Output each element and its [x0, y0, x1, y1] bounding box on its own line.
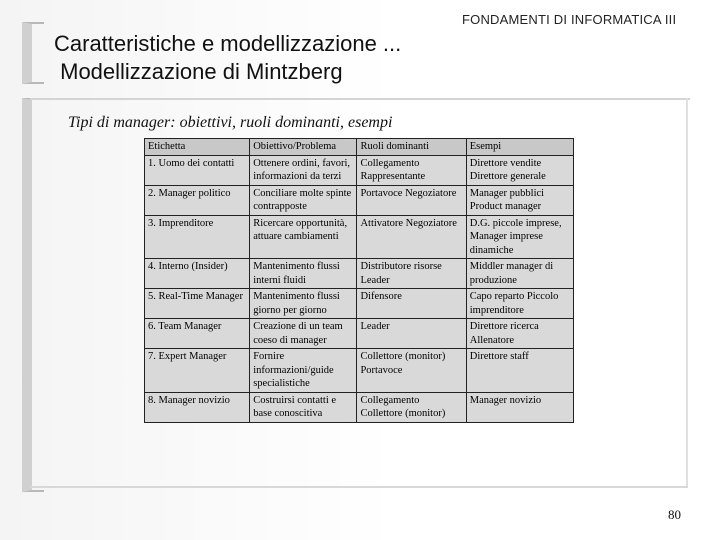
table-cell: 1. Uomo dei contatti	[145, 155, 250, 185]
table-cell: 7. Expert Manager	[145, 349, 250, 393]
table-cell: Costruirsi contatti e base conoscitiva	[250, 392, 357, 422]
divider-top	[30, 98, 690, 100]
table-cell: 6. Team Manager	[145, 319, 250, 349]
table-row	[145, 155, 574, 185]
column-header: Ruoli dominanti	[357, 139, 466, 156]
table-cell: Ottenere ordini, favori, informazioni da terzi	[250, 155, 357, 185]
slide-subtitle: Tipi di manager: obiettivi, ruoli dominanti, esempi	[68, 114, 393, 131]
table-cell: Conciliare molte spinte contrapposte	[250, 185, 357, 215]
column-header: Obiettivo/Problema	[250, 139, 357, 156]
divider-right	[686, 98, 688, 488]
table-cell: 2. Manager politico	[145, 185, 250, 215]
table-cell: D.G. piccole imprese, Manager imprese dinamiche	[466, 215, 573, 259]
table-cell: Direttore staff	[466, 349, 573, 393]
table-cell: Attivatore Negoziatore	[357, 215, 466, 259]
table-cell: Ricercare opportunità, attuare cambiamenti	[250, 215, 357, 259]
table-row	[145, 319, 574, 349]
column-header: Esempi	[466, 139, 573, 156]
table-cell: Fornire informazioni/guide specialistiche	[250, 349, 357, 393]
column-header: Etichetta	[145, 139, 250, 156]
slide-title: Caratteristiche e modellizzazione ... Modellizzazione di Mintzberg	[54, 31, 402, 84]
table-cell: Mantenimento flussi interni fluidi	[250, 259, 357, 289]
table-row	[145, 259, 574, 289]
table-row	[145, 185, 574, 215]
table-cell: Middler manager di produzione	[466, 259, 573, 289]
table-row	[145, 289, 574, 319]
decorative-bracket-top	[22, 22, 44, 84]
table-row	[145, 215, 574, 259]
table-cell: Collegamento Rappresentante	[357, 155, 466, 185]
table-cell: 5. Real-Time Manager	[145, 289, 250, 319]
table-row	[145, 349, 574, 393]
divider-bottom	[30, 486, 688, 488]
table-cell: Creazione di un team coeso di manager	[250, 319, 357, 349]
table-cell: Mantenimento flussi giorno per giorno	[250, 289, 357, 319]
table-cell: Distributore risorse Leader	[357, 259, 466, 289]
table-row	[145, 392, 574, 422]
decorative-bracket-left	[22, 98, 44, 492]
table-cell: 4. Interno (Insider)	[145, 259, 250, 289]
table-header-row	[145, 139, 574, 156]
manager-types-table	[144, 138, 574, 423]
table-cell: Difensore	[357, 289, 466, 319]
course-name: FONDAMENTI DI INFORMATICA III	[462, 12, 677, 27]
table-cell: Capo reparto Piccolo imprenditore	[466, 289, 573, 319]
table-cell: 8. Manager novizio	[145, 392, 250, 422]
table-cell: 3. Imprenditore	[145, 215, 250, 259]
table-cell: Collettore (monitor) Portavoce	[357, 349, 466, 393]
page-number: 80	[668, 507, 681, 522]
table-cell: Manager pubblici Product manager	[466, 185, 573, 215]
table-cell: Portavoce Negoziatore	[357, 185, 466, 215]
table-cell: Leader	[357, 319, 466, 349]
table-cell: Direttore vendite Direttore generale	[466, 155, 573, 185]
table-cell: Manager novizio	[466, 392, 573, 422]
table-cell: Collegamento Collettore (monitor)	[357, 392, 466, 422]
table-cell: Direttore ricerca Allenatore	[466, 319, 573, 349]
